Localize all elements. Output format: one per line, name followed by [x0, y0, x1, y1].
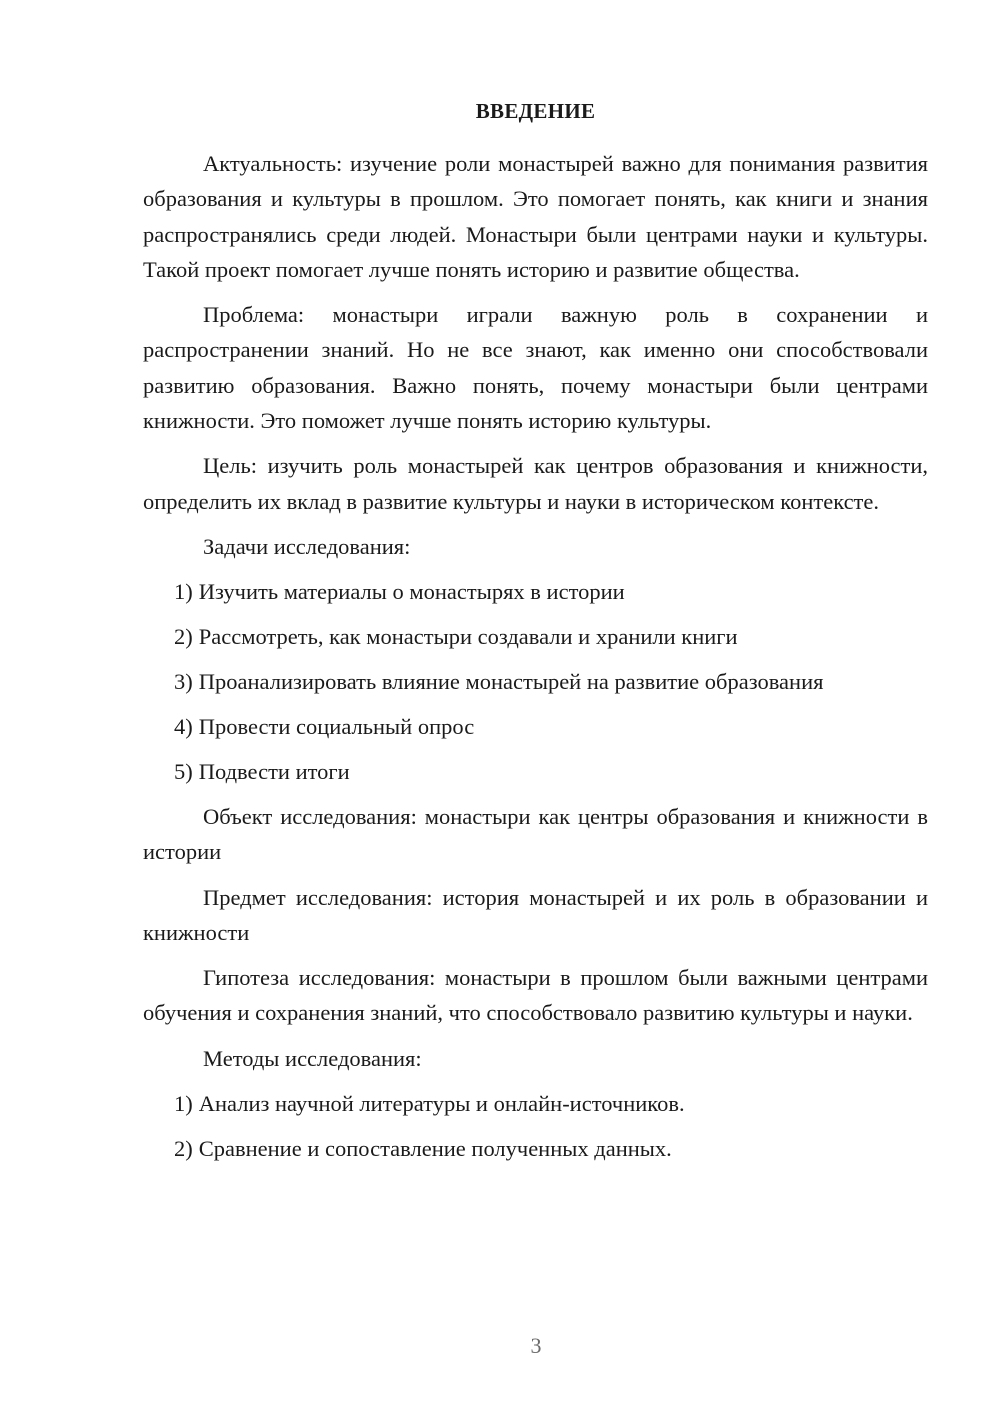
task-item — [143, 619, 928, 654]
task-text: Рассмотреть, как монастыри создавали и хранили книги — [198, 623, 738, 649]
object-paragraph: Объект исследования: монастыри как центры образования и книжности в истории — [143, 803, 928, 865]
method-item — [143, 1086, 928, 1121]
problem-paragraph: Проблема: монастыри играли важную роль в сохранении и распространении знаний. Но не все знают, как именно они способствовали развитию образования. Важно понять, почему монастыри были центрами книжности. Это поможет лучше понять историю культуры. — [143, 302, 928, 434]
relevance-paragraph: Актуальность: изучение роли монастырей важно для понимания развития образования и культуры в прошлом. Это помогает понять, как книги и знания распространялись среди людей. Монастыри были центрами науки и культуры. Такой проект помогает лучше понять историю и развитие общества. — [143, 151, 928, 282]
method-number: 1) — [174, 1090, 193, 1116]
method-text: Сравнение и сопоставление полученных данных. — [198, 1135, 672, 1161]
goal-paragraph: Цель: изучить роль монастырей как центров образования и книжности, определить их вклад в развитие культуры и науки в историческом контексте. — [143, 453, 928, 514]
method-number: 2) — [174, 1135, 193, 1161]
task-number: 3) — [174, 668, 193, 694]
task-number: 2) — [174, 623, 193, 649]
task-text: Изучить материалы о монастырях в истории — [198, 578, 625, 604]
task-text: Подвести итоги — [198, 758, 350, 784]
task-text: Провести социальный опрос — [198, 713, 475, 739]
hypothesis-paragraph: Гипотеза исследования: монастыри в прошлом были важными центрами обучения и сохранения знаний, что способствовало развитию культуры и науки. — [143, 965, 928, 1026]
page-number: 3 — [530, 1333, 542, 1358]
methods-list — [143, 1086, 928, 1166]
subject-paragraph: Предмет исследования: история монастырей и их роль в образовании и книжности — [143, 884, 928, 945]
task-number: 4) — [174, 713, 193, 739]
method-text: Анализ научной литературы и онлайн-источников. — [198, 1090, 685, 1116]
task-item — [143, 664, 928, 699]
tasks-list — [143, 574, 928, 789]
method-item — [143, 1131, 928, 1166]
page-title: ВВЕДЕНИЕ — [475, 99, 596, 123]
methods-label: Методы исследования: — [203, 1045, 422, 1071]
task-number: 5) — [174, 758, 193, 784]
task-item — [143, 574, 928, 609]
task-number: 1) — [174, 578, 193, 604]
document-page — [143, 96, 928, 1166]
tasks-label: Задачи исследования: — [203, 533, 411, 559]
task-item — [143, 709, 928, 744]
task-item — [143, 754, 928, 789]
task-text: Проанализировать влияние монастырей на развитие образования — [198, 668, 824, 694]
